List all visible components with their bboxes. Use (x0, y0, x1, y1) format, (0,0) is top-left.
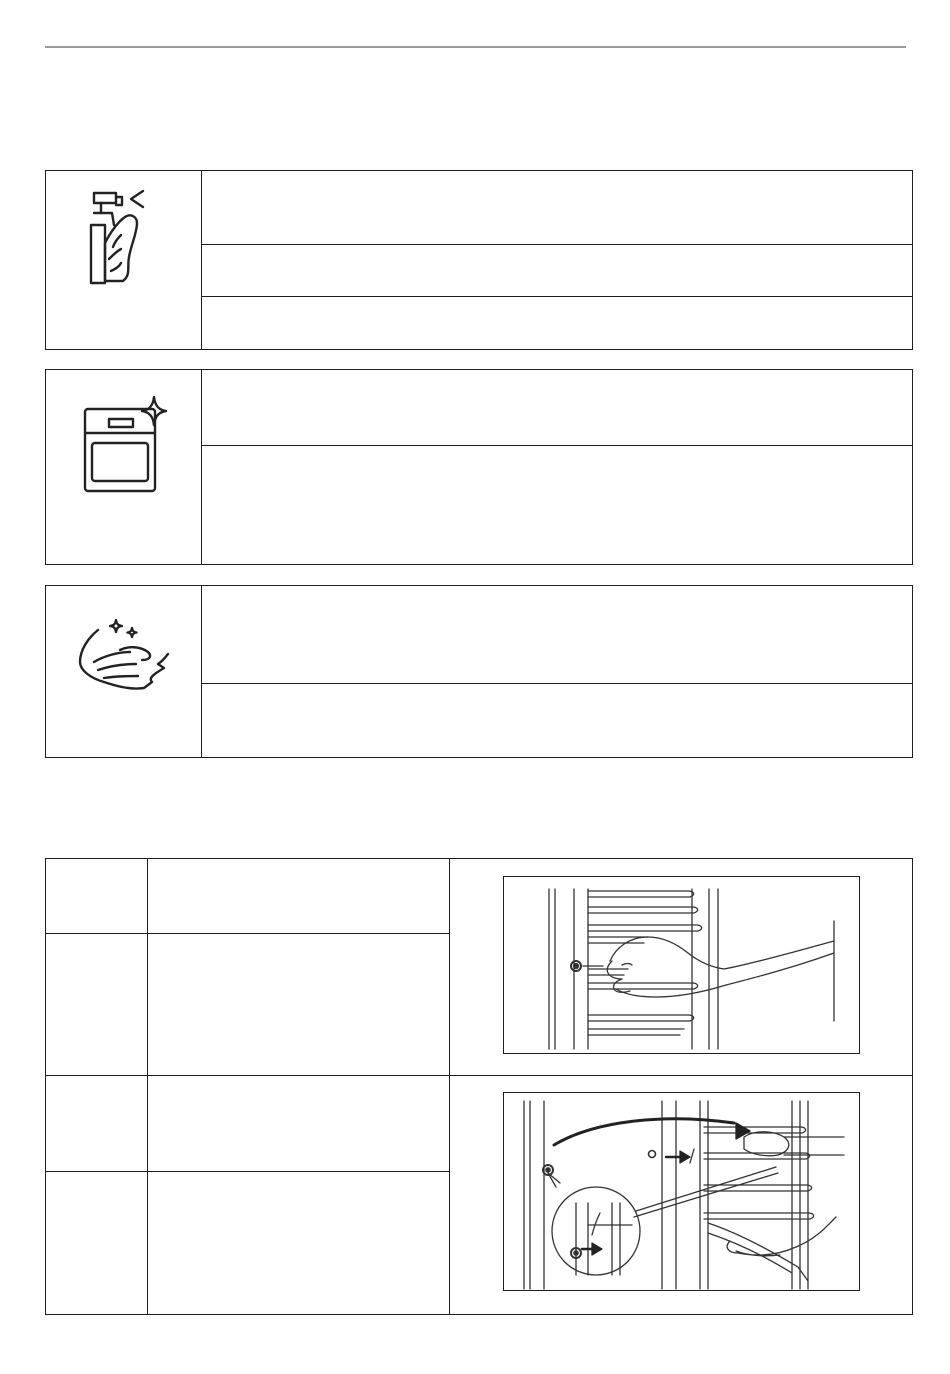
care-section-spray (45, 170, 913, 350)
clean-oven-icon (82, 392, 172, 496)
care-row (201, 445, 912, 566)
remove-rack-figure (503, 876, 860, 1054)
spray-cleaning-icon (79, 185, 159, 285)
step-number (46, 934, 147, 1075)
care-icon-cell (46, 171, 202, 349)
step-text (148, 859, 448, 933)
care-row (201, 244, 912, 297)
top-divider (45, 46, 906, 48)
care-row (201, 296, 912, 351)
care-row (201, 370, 912, 445)
step-text (148, 934, 448, 1075)
care-row (201, 683, 912, 759)
rack-instructions-table (45, 858, 913, 1315)
step-number (46, 1172, 147, 1314)
wipe-hand-icon (76, 614, 172, 694)
care-icon-cell (46, 370, 202, 564)
step-number (46, 859, 147, 933)
step-text (148, 1172, 448, 1314)
care-icon-cell (46, 586, 202, 757)
care-row (201, 171, 912, 244)
step-text (148, 1076, 448, 1171)
care-section-wipe (45, 585, 913, 758)
care-row (201, 586, 912, 683)
install-rack-figure (503, 1092, 860, 1291)
care-section-oven (45, 369, 913, 565)
step-number (46, 1076, 147, 1171)
